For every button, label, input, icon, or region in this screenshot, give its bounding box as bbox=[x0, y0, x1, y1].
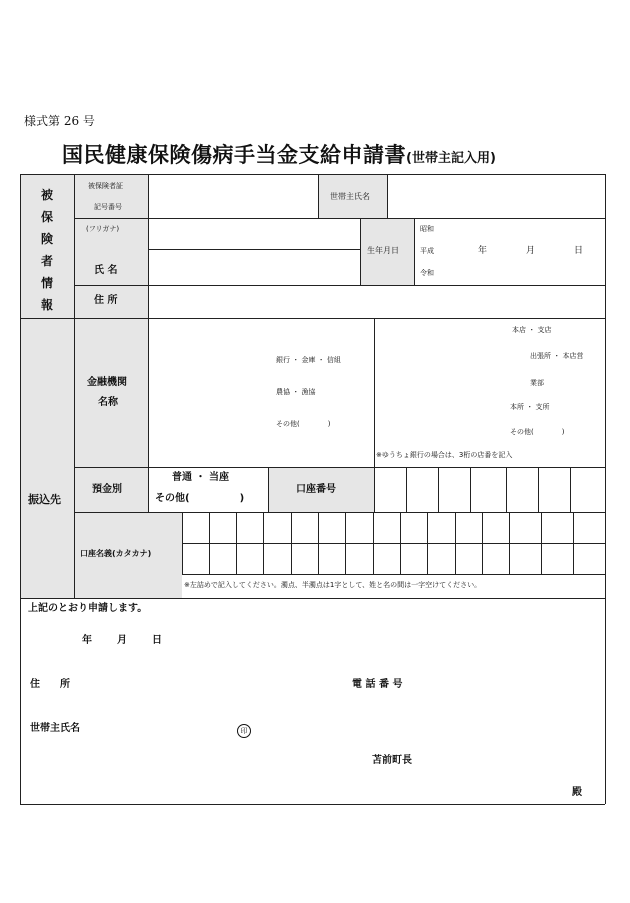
branch-type-2: 出張所 ・ 本店営 bbox=[530, 352, 584, 360]
line-transfer-bottom bbox=[20, 598, 605, 599]
bank-type-1: 銀行 ・ 金庫 ・ 信組 bbox=[276, 356, 341, 364]
line-left bbox=[20, 174, 21, 804]
account-type-label: 預金別 bbox=[92, 484, 122, 495]
cert-number-field[interactable] bbox=[150, 176, 316, 216]
kana-cell-line bbox=[573, 512, 574, 574]
cert-label-line2: 記号番号 bbox=[94, 203, 122, 211]
account-types-line2: その他( ) bbox=[155, 493, 245, 504]
householder-label: 世帯主氏名 bbox=[330, 192, 370, 201]
line-householder-right bbox=[387, 174, 388, 218]
section-label-transfer: 振込先 bbox=[28, 493, 61, 506]
line-name-bottom bbox=[74, 285, 605, 286]
acct-digit-line bbox=[538, 467, 539, 513]
kana-cell-line bbox=[455, 512, 456, 574]
era-reiwa: 令和 bbox=[420, 269, 434, 277]
birth-day-label: 日 bbox=[574, 246, 584, 256]
yucho-note: ※ゆうちょ銀行の場合は、3桁の店番を記入 bbox=[376, 451, 513, 459]
applicant-householder-label: 世帯主氏名 bbox=[30, 723, 80, 734]
acct-digit-line bbox=[470, 467, 471, 513]
application-statement: 上記のとおり申請します。 bbox=[28, 603, 148, 614]
kana-cell-line bbox=[318, 512, 319, 574]
line-account-number-left bbox=[268, 467, 269, 513]
branch-type-3: 業部 bbox=[530, 379, 544, 387]
line-birthdate-left bbox=[360, 218, 361, 285]
kana-cell-line bbox=[541, 512, 542, 574]
branch-type-5: その他( ) bbox=[510, 428, 565, 436]
acct-digit-line bbox=[570, 467, 571, 513]
line-kana-left bbox=[182, 512, 183, 574]
kana-cell-line bbox=[509, 512, 510, 574]
line-birthdate-right bbox=[414, 218, 415, 285]
section-label-insured: 被 保 険 者 情 報 bbox=[40, 188, 53, 312]
applicant-address-label: 住 所 bbox=[30, 679, 70, 690]
account-name-note: ※左詰めで記入してください。濁点、半濁点は1字として、姓と名の間は一字空けてください。 bbox=[184, 581, 482, 589]
application-day: 日 bbox=[152, 635, 162, 646]
kana-cell-line bbox=[482, 512, 483, 574]
acct-digit-line bbox=[438, 467, 439, 513]
kana-cell-line bbox=[400, 512, 401, 574]
birth-year-label: 年 bbox=[478, 246, 488, 256]
line-kana-bottom bbox=[182, 574, 605, 575]
line-bottom bbox=[20, 804, 605, 805]
kana-cell-line bbox=[291, 512, 292, 574]
kana-cell-line bbox=[427, 512, 428, 574]
line-branch-left bbox=[374, 318, 375, 513]
acct-digit-line bbox=[406, 467, 407, 513]
mayor-label: 苫前町長 bbox=[372, 755, 412, 766]
line-section-col bbox=[74, 174, 75, 598]
line-insured-bottom bbox=[20, 318, 605, 319]
address-label: 住 所 bbox=[94, 295, 118, 306]
line-label-col bbox=[148, 174, 149, 513]
account-name-label: 口座名義(カタカナ) bbox=[80, 549, 152, 558]
line-institution-bottom bbox=[74, 467, 605, 468]
era-showa: 昭和 bbox=[420, 225, 434, 233]
kana-cell-line bbox=[236, 512, 237, 574]
title-suffix: (世帯主記入用) bbox=[406, 151, 496, 166]
account-number-label: 口座番号 bbox=[296, 484, 336, 495]
householder-field[interactable] bbox=[389, 176, 603, 216]
application-month: 月 bbox=[117, 635, 127, 646]
line-account-type-bottom bbox=[74, 512, 605, 513]
line-right bbox=[605, 174, 606, 804]
furigana-field[interactable] bbox=[150, 220, 358, 247]
line-top bbox=[20, 174, 605, 175]
acct-digit-line bbox=[506, 467, 507, 513]
form-number: 様式第 26 号 bbox=[24, 114, 95, 128]
cert-label-line1: 被保険者証 bbox=[88, 182, 123, 190]
branch-type-1: 本店 ・ 支店 bbox=[512, 326, 552, 334]
birthdate-label: 生年月日 bbox=[367, 246, 399, 255]
phone-label: 電 話 番 号 bbox=[352, 679, 403, 690]
kana-cell-line bbox=[373, 512, 374, 574]
honorific: 殿 bbox=[572, 787, 582, 798]
kana-cell-line bbox=[209, 512, 210, 574]
name-field[interactable] bbox=[150, 251, 358, 283]
institution-label-line1: 金融機関 bbox=[87, 377, 127, 388]
era-heisei: 平成 bbox=[420, 247, 434, 255]
name-label: 氏 名 bbox=[94, 265, 118, 276]
line-householder-left bbox=[318, 174, 319, 218]
birth-month-label: 月 bbox=[526, 246, 536, 256]
seal-mark: 印 bbox=[237, 724, 251, 738]
furigana-label: (フリガナ) bbox=[86, 225, 120, 233]
institution-label-line2: 名称 bbox=[98, 397, 118, 408]
branch-type-4: 本所 ・ 支所 bbox=[510, 403, 550, 411]
bg-institution-label bbox=[74, 318, 148, 468]
bank-type-2: 農協 ・ 漁協 bbox=[276, 388, 316, 396]
bank-type-3: その他( ) bbox=[276, 420, 331, 428]
kana-cell-line bbox=[345, 512, 346, 574]
title-main: 国民健康保険傷病手当金支給申請書 bbox=[62, 143, 406, 167]
address-field[interactable] bbox=[150, 287, 603, 316]
application-year: 年 bbox=[82, 635, 92, 646]
line-cert-bottom bbox=[74, 218, 605, 219]
account-types-line1: 普通 ・ 当座 bbox=[172, 472, 229, 483]
bg-section-transfer bbox=[20, 318, 74, 598]
kana-cell-line bbox=[263, 512, 264, 574]
line-furigana-bottom bbox=[148, 249, 360, 250]
